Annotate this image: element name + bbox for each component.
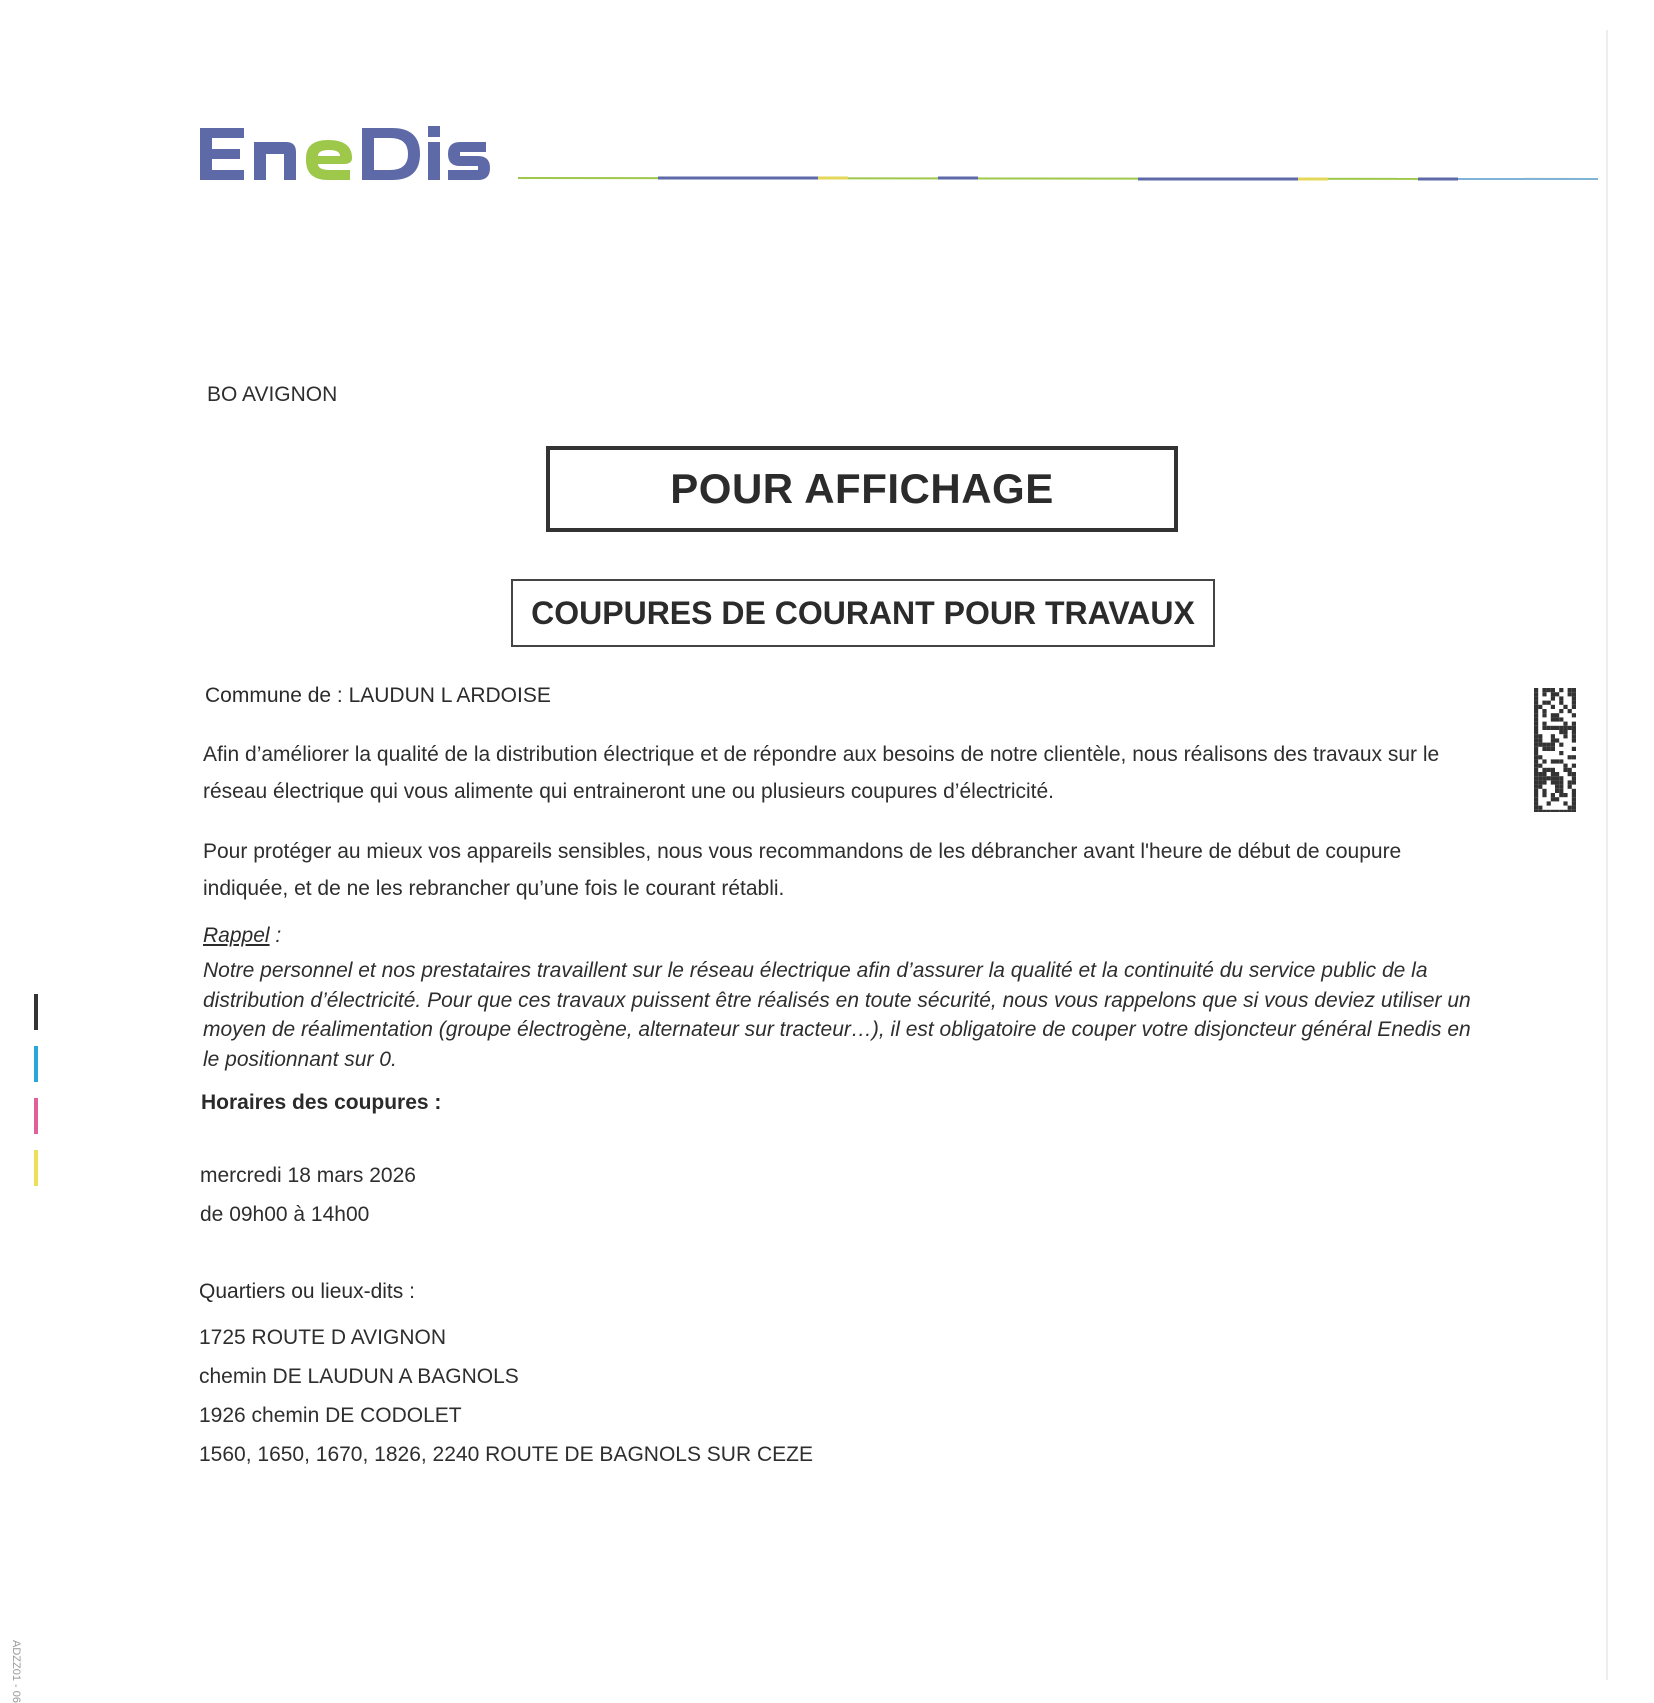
- datamatrix-module: [1572, 701, 1576, 705]
- datamatrix-module: [1538, 738, 1542, 742]
- sender: BO AVIGNON: [207, 383, 338, 406]
- datamatrix-code: [1534, 688, 1576, 812]
- quartiers-title: Quartiers ou lieux-dits :: [199, 1280, 415, 1303]
- datamatrix-module: [1538, 743, 1542, 747]
- datamatrix-module: [1547, 743, 1551, 747]
- list-item: 1926 chemin DE CODOLET: [199, 1404, 462, 1427]
- outage-date: mercredi 18 mars 2026: [200, 1164, 416, 1187]
- datamatrix-module: [1563, 764, 1567, 768]
- datamatrix-module: [1534, 734, 1538, 738]
- datamatrix-module: [1559, 810, 1563, 812]
- datamatrix-module: [1563, 705, 1567, 709]
- datamatrix-module: [1551, 734, 1555, 738]
- datamatrix-module: [1568, 692, 1572, 696]
- datamatrix-module: [1572, 776, 1576, 780]
- datamatrix-module: [1542, 810, 1546, 812]
- datamatrix-module: [1572, 730, 1576, 734]
- datamatrix-module: [1551, 688, 1555, 692]
- datamatrix-module: [1559, 780, 1563, 784]
- datamatrix-module: [1534, 709, 1538, 713]
- page-edge: [1606, 30, 1608, 1680]
- datamatrix-module: [1572, 810, 1576, 812]
- datamatrix-module: [1559, 709, 1563, 713]
- datamatrix-module: [1534, 701, 1538, 705]
- datamatrix-module: [1542, 726, 1546, 730]
- print-marks: [33, 994, 39, 1190]
- datamatrix-module: [1542, 701, 1546, 705]
- datamatrix-module: [1555, 726, 1559, 730]
- paragraph-intro: Afin d’améliorer la qualité de la distribution électrique et de répondre aux besoins de notre clientèle, nous réalisons des travaux sur le réseau électrique qui vous alimente qui entraineront une ou plusieurs coupures d’électricité.: [203, 743, 1440, 803]
- datamatrix-module: [1551, 797, 1555, 801]
- paragraph-protection: Pour protéger au mieux vos appareils sensibles, nous vous recommandons de les débrancher avant l'heure de début de coupure indiquée, et de ne les rebrancher qu’une fois le courant rétabli.: [203, 840, 1402, 900]
- datamatrix-module: [1547, 776, 1551, 780]
- datamatrix-module: [1551, 759, 1555, 763]
- datamatrix-module: [1534, 793, 1538, 797]
- datamatrix-module: [1547, 810, 1551, 812]
- datamatrix-module: [1572, 806, 1576, 810]
- datamatrix-module: [1542, 759, 1546, 763]
- datamatrix-module: [1559, 696, 1563, 700]
- quartiers-list: [199, 1318, 813, 1474]
- rappel-separator: :: [269, 924, 282, 947]
- datamatrix-module: [1538, 810, 1542, 812]
- datamatrix-module: [1538, 785, 1542, 789]
- datamatrix-module: [1534, 755, 1538, 759]
- datamatrix-module: [1534, 738, 1538, 742]
- datamatrix-module: [1563, 793, 1567, 797]
- datamatrix-module: [1534, 726, 1538, 730]
- datamatrix-module: [1542, 747, 1546, 751]
- datamatrix-module: [1559, 751, 1563, 755]
- subtitle-text: COUPURES DE COURANT POUR TRAVAUX: [531, 594, 1195, 631]
- datamatrix-module: [1559, 776, 1563, 780]
- datamatrix-module: [1547, 701, 1551, 705]
- datamatrix-module: [1534, 810, 1538, 812]
- datamatrix-module: [1568, 810, 1572, 812]
- datamatrix-module: [1572, 764, 1576, 768]
- datamatrix-module: [1563, 730, 1567, 734]
- datamatrix-module: [1551, 772, 1555, 776]
- rappel-label: Rappel: [203, 924, 270, 947]
- datamatrix-module: [1568, 726, 1572, 730]
- datamatrix-module: [1555, 789, 1559, 793]
- datamatrix-module: [1572, 722, 1576, 726]
- datamatrix-module: [1559, 759, 1563, 763]
- list-item: 1725 ROUTE D AVIGNON: [199, 1326, 447, 1349]
- datamatrix-module: [1572, 688, 1576, 692]
- datamatrix-module: [1534, 768, 1538, 772]
- datamatrix-module: [1542, 688, 1546, 692]
- datamatrix-module: [1555, 772, 1559, 776]
- datamatrix-module: [1542, 709, 1546, 713]
- datamatrix-module: [1555, 780, 1559, 784]
- datamatrix-module: [1534, 785, 1538, 789]
- datamatrix-module: [1551, 705, 1555, 709]
- datamatrix-module: [1534, 780, 1538, 784]
- datamatrix-module: [1534, 696, 1538, 700]
- datamatrix-module: [1542, 713, 1546, 717]
- datamatrix-module: [1572, 705, 1576, 709]
- datamatrix-module: [1534, 722, 1538, 726]
- datamatrix-module: [1563, 810, 1567, 812]
- datamatrix-module: [1534, 776, 1538, 780]
- rappel-text: Notre personnel et nos prestataires travaillent sur le réseau électrique afin d’assurer la qualité et la continuité du service public de la distribution d’électricité. Pour que ces travaux puissent être réalisés en toute sécurité, nous vous rappelons que si vous deviez utiliser un moyen de réalimentation (groupe électrogène, alternateur sur tracteur…), il est obligatoire de couper votre disjoncteur général Enedis en le positionnant sur 0.: [203, 959, 1471, 1071]
- datamatrix-module: [1559, 688, 1563, 692]
- datamatrix-module: [1534, 751, 1538, 755]
- datamatrix-module: [1551, 780, 1555, 784]
- datamatrix-module: [1572, 772, 1576, 776]
- list-item: chemin DE LAUDUN A BAGNOLS: [199, 1365, 519, 1388]
- datamatrix-module: [1568, 755, 1572, 759]
- rappel-heading: [203, 924, 281, 948]
- datamatrix-module: [1559, 717, 1563, 721]
- datamatrix-module: [1559, 793, 1563, 797]
- datamatrix-module: [1559, 743, 1563, 747]
- datamatrix-module: [1572, 696, 1576, 700]
- datamatrix-module: [1547, 688, 1551, 692]
- datamatrix-module: [1547, 726, 1551, 730]
- datamatrix-module: [1559, 730, 1563, 734]
- datamatrix-module: [1547, 747, 1551, 751]
- datamatrix-module: [1542, 793, 1546, 797]
- datamatrix-module: [1551, 776, 1555, 780]
- datamatrix-module: [1542, 789, 1546, 793]
- datamatrix-module: [1555, 785, 1559, 789]
- outage-hours: de 09h00 à 14h00: [200, 1203, 370, 1226]
- datamatrix-module: [1572, 801, 1576, 805]
- datamatrix-module: [1572, 692, 1576, 696]
- datamatrix-module: [1555, 776, 1559, 780]
- datamatrix-module: [1534, 705, 1538, 709]
- datamatrix-module: [1563, 801, 1567, 805]
- datamatrix-module: [1572, 789, 1576, 793]
- datamatrix-module: [1534, 717, 1538, 721]
- datamatrix-module: [1572, 747, 1576, 751]
- datamatrix-module: [1538, 806, 1542, 810]
- datamatrix-module: [1538, 755, 1542, 759]
- datamatrix-module: [1551, 713, 1555, 717]
- datamatrix-module: [1555, 738, 1559, 742]
- print-mark: [34, 1098, 38, 1134]
- subtitle-box: [511, 579, 1215, 647]
- horaires-title: Horaires des coupures :: [201, 1091, 442, 1114]
- datamatrix-module: [1555, 797, 1559, 801]
- datamatrix-module: [1559, 789, 1563, 793]
- side-code: ADZZ01 - 06: [10, 1640, 22, 1703]
- datamatrix-module: [1568, 785, 1572, 789]
- datamatrix-module: [1534, 764, 1538, 768]
- datamatrix-module: [1572, 734, 1576, 738]
- header-rule: [518, 174, 1598, 182]
- print-mark: [34, 1150, 38, 1186]
- datamatrix-module: [1559, 701, 1563, 705]
- datamatrix-module: [1572, 793, 1576, 797]
- datamatrix-module: [1534, 797, 1538, 801]
- title-box: [546, 446, 1178, 532]
- datamatrix-module: [1551, 738, 1555, 742]
- datamatrix-module: [1555, 713, 1559, 717]
- datamatrix-module: [1542, 776, 1546, 780]
- datamatrix-module: [1555, 692, 1559, 696]
- datamatrix-module: [1572, 713, 1576, 717]
- datamatrix-module: [1551, 768, 1555, 772]
- print-mark: [34, 994, 38, 1030]
- datamatrix-module: [1568, 768, 1572, 772]
- datamatrix-module: [1547, 768, 1551, 772]
- datamatrix-module: [1563, 768, 1567, 772]
- datamatrix-module: [1534, 730, 1538, 734]
- datamatrix-module: [1534, 688, 1538, 692]
- datamatrix-module: [1534, 747, 1538, 751]
- datamatrix-module: [1542, 768, 1546, 772]
- datamatrix-module: [1551, 726, 1555, 730]
- datamatrix-module: [1572, 780, 1576, 784]
- print-mark: [34, 1046, 38, 1082]
- datamatrix-module: [1555, 810, 1559, 812]
- datamatrix-module: [1538, 734, 1542, 738]
- datamatrix-module: [1551, 692, 1555, 696]
- datamatrix-module: [1551, 793, 1555, 797]
- datamatrix-module: [1542, 780, 1546, 784]
- commune-line: Commune de : LAUDUN L ARDOISE: [205, 684, 551, 707]
- datamatrix-module: [1559, 726, 1563, 730]
- datamatrix-module: [1563, 734, 1567, 738]
- datamatrix-module: [1538, 780, 1542, 784]
- datamatrix-module: [1534, 692, 1538, 696]
- datamatrix-module: [1555, 717, 1559, 721]
- datamatrix-module: [1563, 726, 1567, 730]
- datamatrix-module: [1534, 713, 1538, 717]
- datamatrix-module: [1534, 789, 1538, 793]
- datamatrix-module: [1551, 747, 1555, 751]
- datamatrix-module: [1559, 785, 1563, 789]
- datamatrix-module: [1555, 759, 1559, 763]
- datamatrix-module: [1534, 801, 1538, 805]
- datamatrix-module: [1551, 696, 1555, 700]
- datamatrix-module: [1551, 717, 1555, 721]
- datamatrix-module: [1534, 806, 1538, 810]
- datamatrix-module: [1572, 755, 1576, 759]
- datamatrix-module: [1568, 780, 1572, 784]
- datamatrix-module: [1538, 705, 1542, 709]
- enedis-logo: [196, 118, 496, 190]
- title-text: POUR AFFICHAGE: [670, 465, 1054, 512]
- datamatrix-module: [1534, 772, 1538, 776]
- datamatrix-module: [1572, 797, 1576, 801]
- datamatrix-module: [1551, 810, 1555, 812]
- datamatrix-module: [1568, 709, 1572, 713]
- datamatrix-module: [1568, 688, 1572, 692]
- datamatrix-module: [1534, 759, 1538, 763]
- datamatrix-module: [1572, 726, 1576, 730]
- datamatrix-module: [1542, 743, 1546, 747]
- datamatrix-module: [1538, 772, 1542, 776]
- datamatrix-module: [1534, 743, 1538, 747]
- datamatrix-module: [1563, 722, 1567, 726]
- datamatrix-module: [1568, 806, 1572, 810]
- datamatrix-module: [1542, 722, 1546, 726]
- datamatrix-module: [1538, 776, 1542, 780]
- datamatrix-module: [1538, 764, 1542, 768]
- list-item: 1560, 1650, 1670, 1826, 2240 ROUTE DE BAGNOLS SUR CEZE: [199, 1443, 813, 1466]
- datamatrix-module: [1542, 692, 1546, 696]
- datamatrix-module: [1547, 801, 1551, 805]
- datamatrix-module: [1568, 772, 1572, 776]
- datamatrix-module: [1542, 772, 1546, 776]
- datamatrix-module: [1551, 743, 1555, 747]
- datamatrix-module: [1572, 738, 1576, 742]
